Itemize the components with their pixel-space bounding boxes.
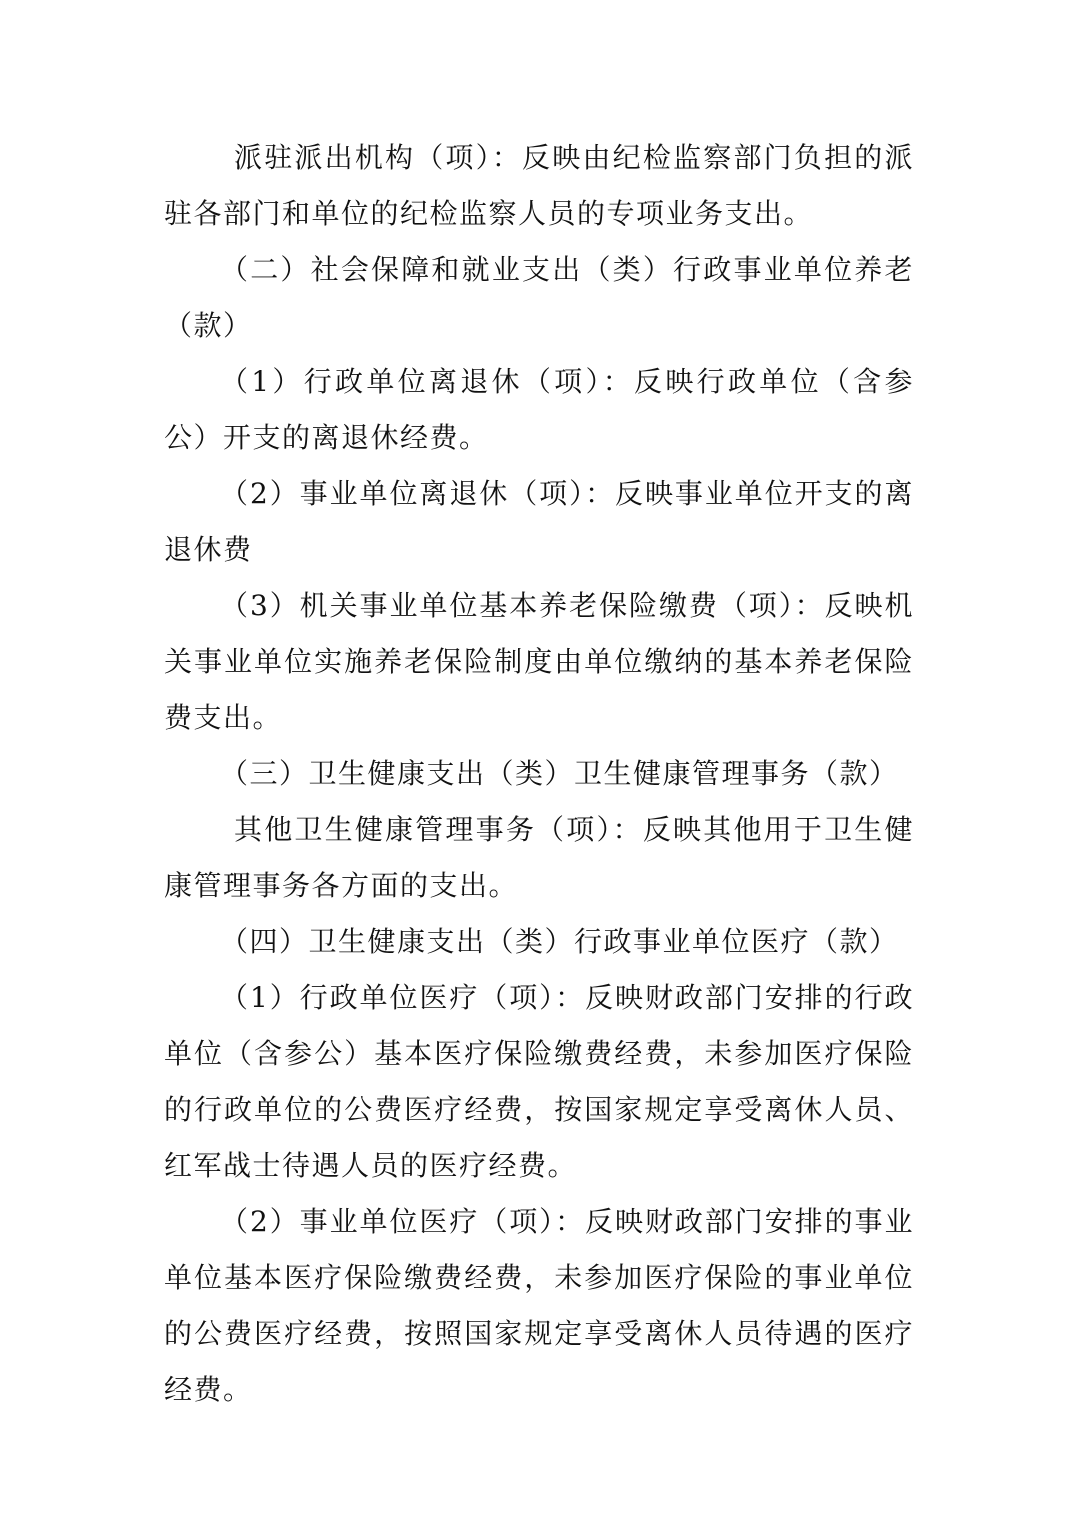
paragraph-section-3-heading: （三）卫生健康支出（类）卫生健康管理事务（款）	[220, 757, 899, 790]
paragraph-institution-retirement: （2）事业单位离退休（项）：反映事业单位开支的离退休费	[164, 477, 914, 566]
paragraph-institution-medical: （2）事业单位医疗（项）：反映财政部门安排的事业单位基本医疗保险缴费经费，未参加医疗保险的事业单位的公费医疗经费，按照国家规定享受离休人员待遇的医疗经费。	[164, 1205, 914, 1406]
paragraph-admin-retirement: （1）行政单位离退休（项）：反映行政单位（含参公）开支的离退休经费。	[164, 365, 914, 454]
document-body	[164, 130, 914, 1418]
paragraph-other-health-affairs: 其他卫生健康管理事务（项）：反映其他用于卫生健康管理事务各方面的支出。	[164, 813, 914, 902]
paragraph-dispatched-agencies: 派驻派出机构（项）：反映由纪检监察部门负担的派驻各部门和单位的纪检监察人员的专项业务支出。	[164, 141, 914, 230]
paragraph-pension-insurance: （3）机关事业单位基本养老保险缴费（项）：反映机关事业单位实施养老保险制度由单位缴纳的基本养老保险费支出。	[164, 589, 914, 734]
paragraph-section-4-heading: （四）卫生健康支出（类）行政事业单位医疗（款）	[220, 925, 899, 958]
paragraph-admin-medical: （1）行政单位医疗（项）：反映财政部门安排的行政单位（含参公）基本医疗保险缴费经费，未参加医疗保险的行政单位的公费医疗经费，按国家规定享受离休人员、红军战士待遇人员的医疗经费。	[164, 981, 914, 1182]
paragraph-section-2-heading: （二）社会保障和就业支出（类）行政事业单位养老（款）	[164, 253, 914, 342]
